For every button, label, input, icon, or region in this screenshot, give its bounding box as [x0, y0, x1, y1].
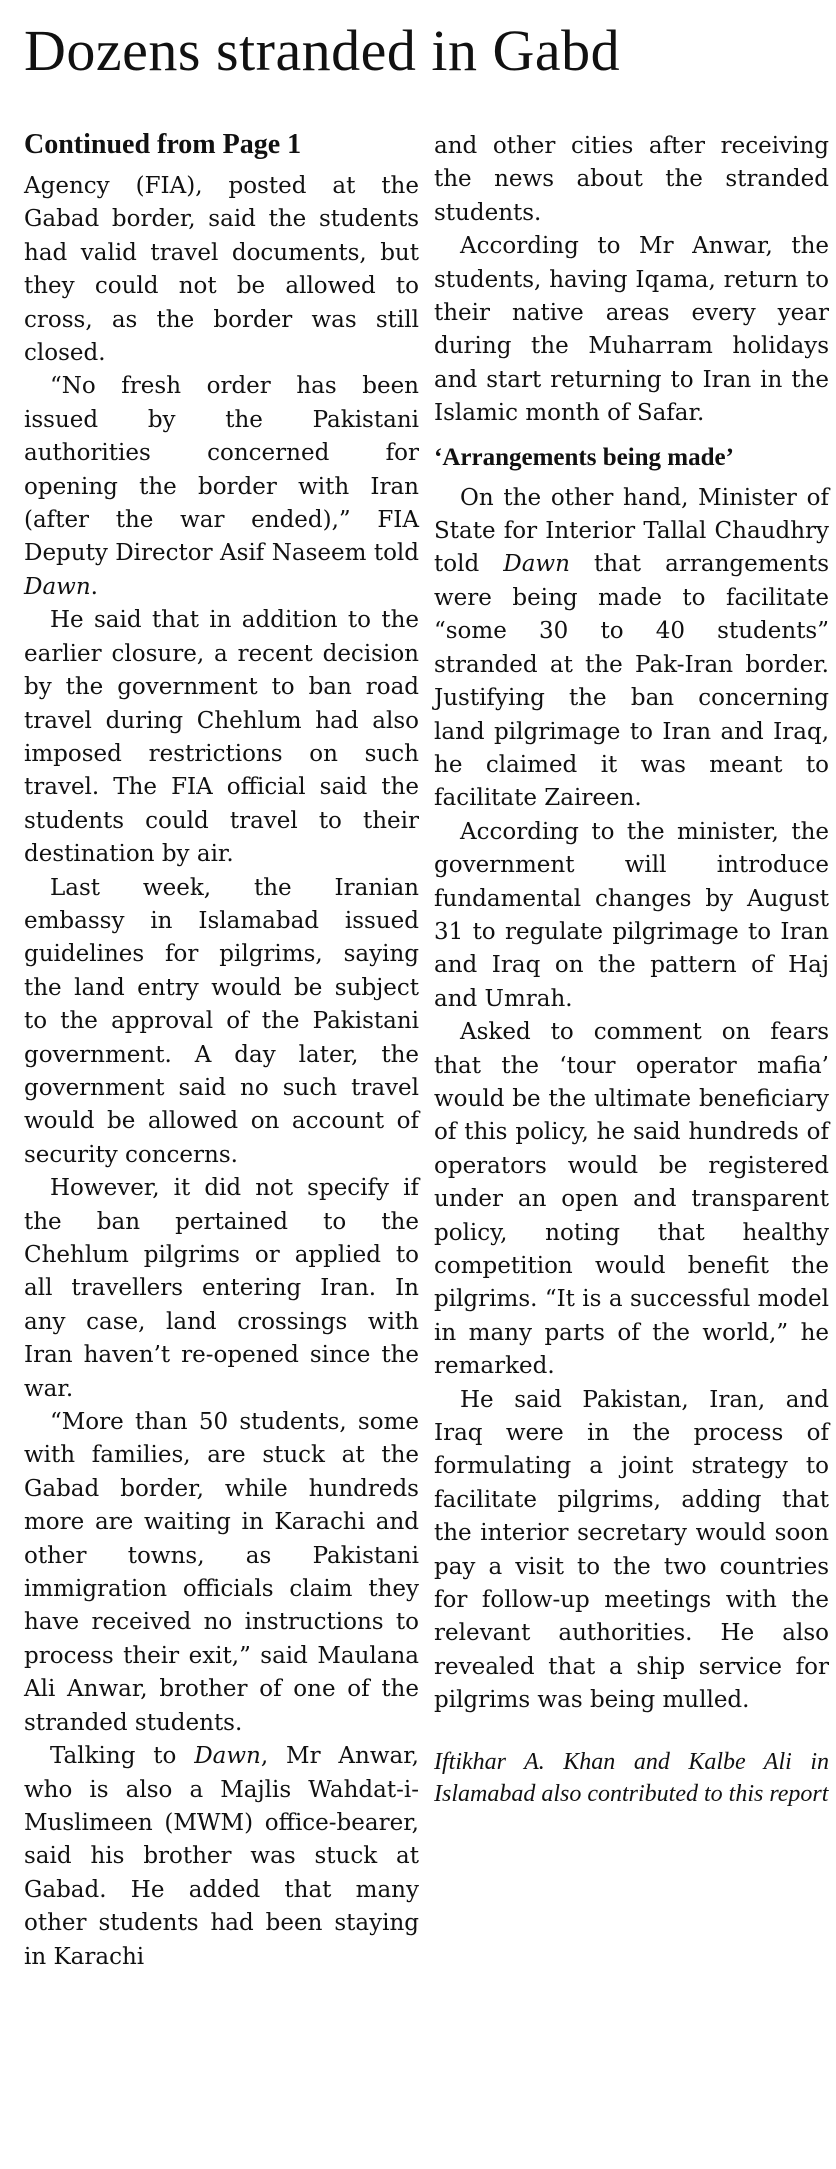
continued-label: Continued from Page 1 [24, 129, 302, 160]
article-paragraph: “No fresh order has been issued by the Pakistani authorities concerned for opening the border with Iran (after the war ended),” FIA Deputy Director Asif Naseem told Dawn. [24, 373, 419, 600]
article-paragraph: According to the minister, the government will introduce fundamental changes by August 31 to regulate pilgrimage to Iran and Iraq on the pattern of Haj and Umrah. [434, 818, 829, 1012]
article-paragraph: He said Pakistan, Iran, and Iraq were in the process of formulating a joint strategy to facilitate pilgrims, adding that the interior secretary would soon pay a visit to the two countries for follow-up meetings with the relevant authorities. He also revealed that a ship service for pilgrims was being mulled. [434, 1386, 829, 1714]
byline-credit: Iftikhar A. Khan and Kalbe Ali in Islamabad also contributed to this report [434, 1748, 829, 1807]
headline: Dozens stranded in Gabd [24, 18, 621, 83]
article-paragraph: However, it did not specify if the ban pertained to the Chehlum pilgrims or applied to all travellers entering Iran. In any case, land crossings with Iran haven’t re-opened since the war. [24, 1175, 419, 1402]
right-column [434, 130, 829, 1810]
article-paragraph: He said that in addition to the earlier closure, a recent decision by the government to ban road travel during Chehlum had also imposed restrictions on such travel. The FIA official said the students could travel to their destination by air. [24, 607, 419, 868]
right-column-body-bottom [434, 482, 829, 1718]
subhead: ‘Arrangements being made’ [434, 443, 734, 471]
right-column-body-top [434, 130, 829, 431]
article-paragraph: Last week, the Iranian embassy in Islamabad issued guidelines for pilgrims, saying the land entry would be subject to the approval of the Pakistani government. A day later, the government said no such travel would be allowed on account of security concerns. [24, 874, 419, 1168]
article-paragraph: Talking to Dawn, Mr Anwar, who is also a Majlis Wahdat-i-Muslimeen (MWM) office-bearer, said his brother was stuck at Gabad. He added that many other students had been staying in Karachi [24, 1743, 419, 1970]
left-column-body [24, 170, 419, 1974]
article-paragraph: Agency (FIA), posted at the Gabad border, said the students had valid travel documents, but they could not be allowed to cross, as the border was still closed. [24, 173, 419, 367]
article-paragraph: Asked to comment on fears that the ‘tour operator mafia’ would be the ultimate beneficiary of this policy, he said hundreds of operators would be registered under an open and transparent policy, noting that healthy competition would benefit the pilgrims. “It is a successful model in many parts of the world,” he remarked. [434, 1019, 829, 1380]
article-paragraph: and other cities after receiving the news about the stranded students. [434, 133, 829, 226]
left-column [24, 130, 419, 1974]
article-paragraph: On the other hand, Minister of State for Interior Tallal Chaudhry told Dawn that arrangements were being made to facilitate “some 30 to 40 students” stranded at the Pak-Iran border. Justifying the ban concerning land pilgrimage to Iran and Iraq, he claimed it was meant to facilitate Zaireen. [434, 484, 829, 812]
article-paragraph: According to Mr Anwar, the students, having Iqama, return to their native areas every year during the Muharram holidays and start returning to Iran in the Islamic month of Safar. [434, 233, 829, 427]
article-paragraph: “More than 50 students, some with families, are stuck at the Gabad border, while hundreds more are waiting in Karachi and other towns, as Pakistani immigration officials claim they have received no instructions to process their exit,” said Maulana Ali Anwar, brother of one of the stranded students. [24, 1409, 419, 1736]
